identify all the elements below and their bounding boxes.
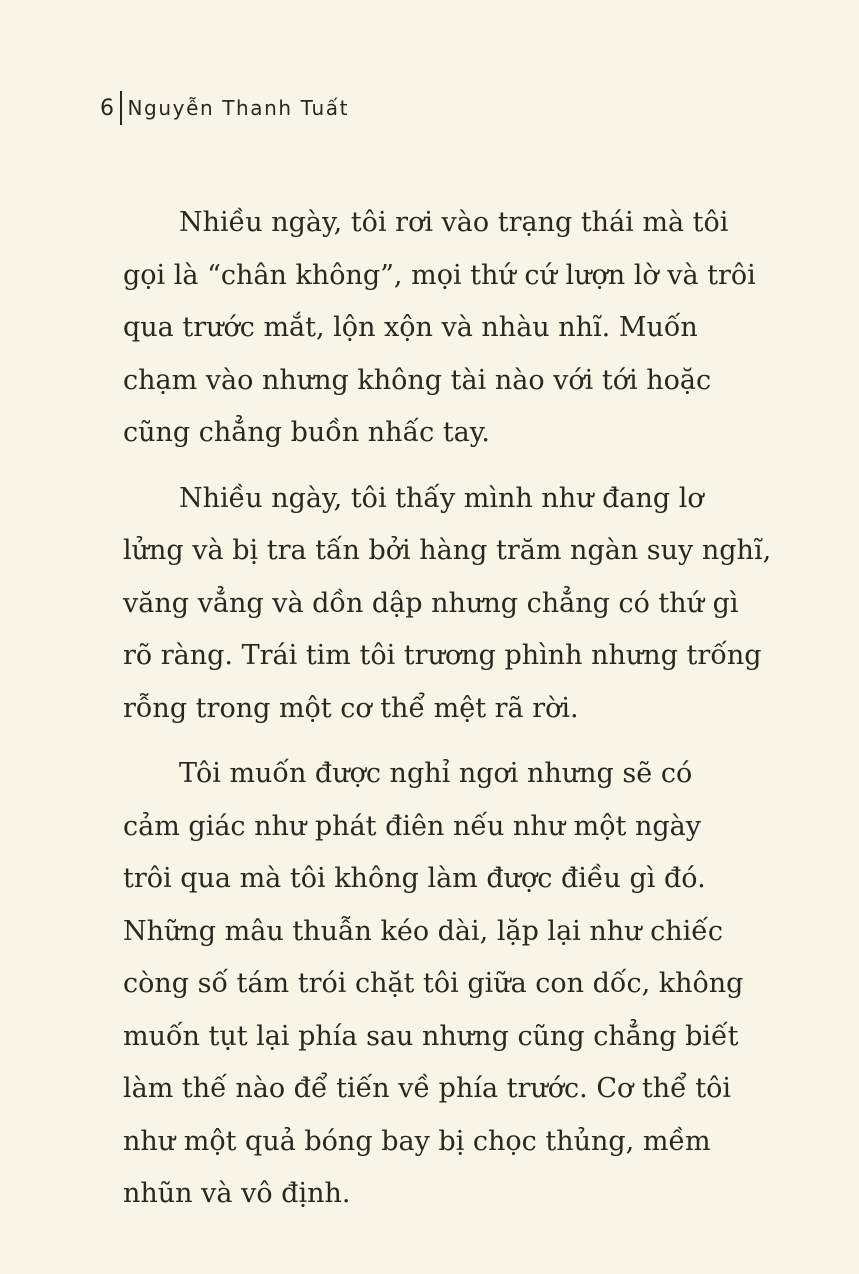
text-line: Nhiều ngày, tôi thấy mình như đang lơ: [179, 482, 704, 514]
body-text: [123, 197, 772, 1221]
paragraph-2: [123, 473, 772, 736]
text-line: Nhiều ngày, tôi rơi vào trạng thái mà tôi: [179, 207, 729, 238]
page-number: 6: [100, 95, 114, 121]
text-line: còng số tám trói chặt tôi giữa con dốc, không: [123, 968, 744, 999]
text-line: Tôi muốn được nghỉ ngơi nhưng sẽ có: [179, 758, 693, 789]
text-line: Những mâu thuẫn kéo dài, lặp lại như chiếc: [123, 915, 724, 947]
text-line: trôi qua mà tôi không làm được điều gì đó.: [123, 863, 706, 894]
text-line: rõ ràng. Trái tim tôi trương phình nhưng trống: [123, 640, 762, 671]
text-line: cũng chẳng buồn nhấc tay.: [123, 417, 491, 448]
text-line: rỗng trong một cơ thể mệt rã rời.: [123, 692, 579, 724]
text-line: gọi là “chân không”, mọi thứ cứ lượn lờ và trôi: [123, 259, 756, 291]
text-line: lửng và bị tra tấn bởi hàng trăm ngàn suy nghĩ,: [123, 535, 772, 566]
running-head-author: Nguyễn Thanh Tuất: [127, 96, 350, 120]
text-line: như một quả bóng bay bị chọc thủng, mềm: [123, 1125, 711, 1157]
text-line: chạm vào nhưng không tài nào với tới hoặc: [123, 364, 712, 396]
text-line: qua trước mắt, lộn xộn và nhàu nhĩ. Muốn: [123, 312, 698, 343]
page-header: [100, 88, 349, 128]
paragraph-3: [123, 748, 763, 1221]
text-line: nhũn và vô định.: [123, 1178, 351, 1209]
paragraph-1: [123, 197, 763, 460]
text-line: làm thế nào để tiến về phía trước. Cơ thể tôi: [123, 1073, 732, 1104]
text-line: cảm giác như phát điên nếu như một ngày: [123, 810, 701, 842]
text-line: văng vẳng và dồn dập nhưng chẳng có thứ gì: [123, 587, 739, 619]
header-divider: [120, 91, 122, 125]
text-line: muốn tụt lại phía sau nhưng cũng chẳng biết: [123, 1020, 739, 1052]
